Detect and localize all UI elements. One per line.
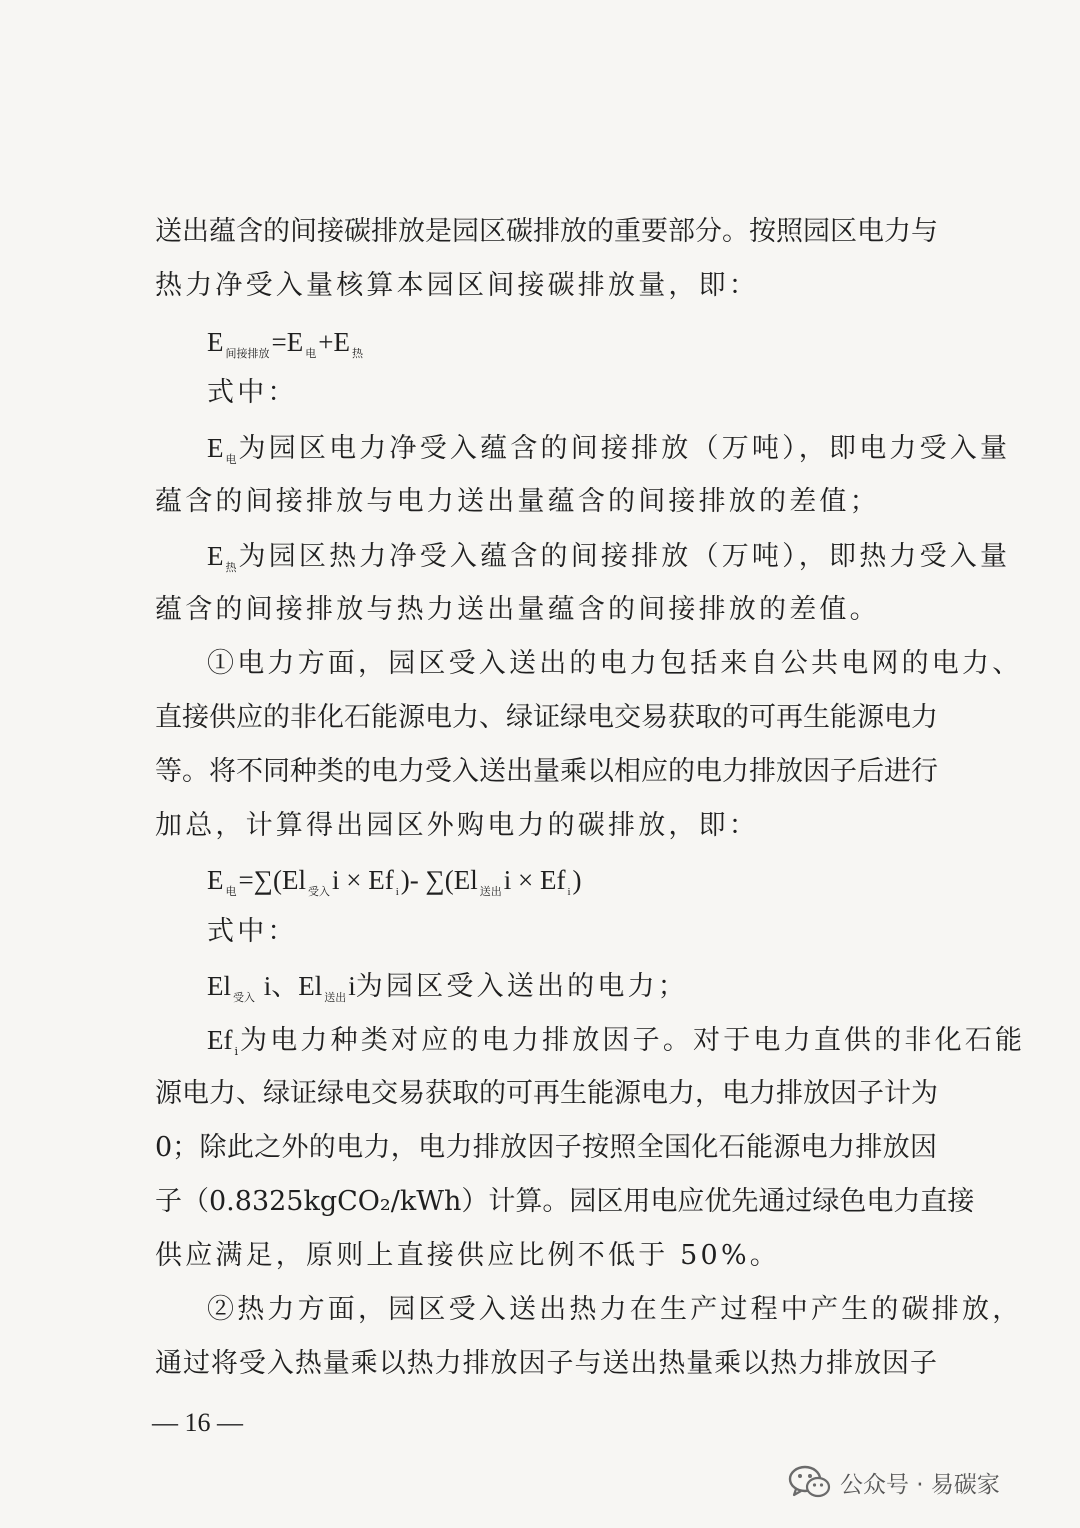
text-line: 蕴含的间接排放与电力送出量蕴含的间接排放的差值；	[155, 486, 880, 517]
text-line: 热力净受入量核算本园区间接碳排放量，即：	[155, 270, 759, 301]
text-line: 送出蕴含的间接碳排放是园区碳排放的重要部分。按照园区电力与	[155, 216, 938, 247]
text-line: 等。将不同种类的电力受入送出量乘以相应的电力排放因子后进行	[155, 756, 938, 787]
watermark-footer	[788, 1462, 1000, 1502]
definition-e-elec: E $_电$为园区电力净受入蕴含的间接排放（万吨），即电力受入量	[207, 433, 1011, 466]
text-line: 式中：	[207, 916, 298, 947]
watermark-label: 公众号 · 易碳家	[840, 1471, 1000, 1498]
definition-e-heat: E $_热$为园区热力净受入蕴含的间接排放（万吨），即热力受入量	[207, 541, 1011, 574]
text-line: 式中：	[207, 377, 298, 408]
formula-electricity-emission: E $_电$=∑(El $_{受入}$i × Ef $_i$)- ∑(El $_{送出}$i × Ef $_i$)	[207, 865, 582, 898]
text-line: 加总，计算得出园区外购电力的碳排放，即：	[155, 810, 759, 841]
text-line: 子（0.8325kgCO₂/kWh）计算。园区用电应优先通过绿色电力直接	[155, 1186, 975, 1217]
text-line: 0；除此之外的电力，电力排放因子按照全国化石能源电力排放因	[155, 1132, 937, 1163]
text-line: 供应满足，原则上直接供应比例不低于 50%。	[155, 1240, 780, 1271]
text-line: ①电力方面，园区受入送出的电力包括来自公共电网的电力、	[207, 648, 1023, 679]
text-line: 蕴含的间接排放与热力送出量蕴含的间接排放的差值。	[155, 594, 880, 625]
formula-indirect-emission: E $_{间接排放}$=E $_电$+E $_热$	[207, 327, 363, 360]
definition-ef: Ef $_i$为电力种类对应的电力排放因子。对于电力直供的非化石能	[207, 1025, 1026, 1058]
text-line: 通过将受入热量乘以热力排放因子与送出热量乘以热力排放因子	[155, 1348, 937, 1379]
text-line: 源电力、绿证绿电交易获取的可再生能源电力，电力排放因子计为	[155, 1078, 938, 1109]
text-line: 直接供应的非化石能源电力、绿证绿电交易获取的可再生能源电力	[155, 702, 938, 733]
wechat-icon	[788, 1464, 832, 1500]
text-line: ②热力方面，园区受入送出热力在生产过程中产生的碳排放，	[207, 1294, 1023, 1325]
page-number: — 16 —	[152, 1408, 243, 1437]
definition-el: El $_{受入}$ i、El $_{送出}$i为园区受入送出的电力；	[207, 971, 688, 1004]
